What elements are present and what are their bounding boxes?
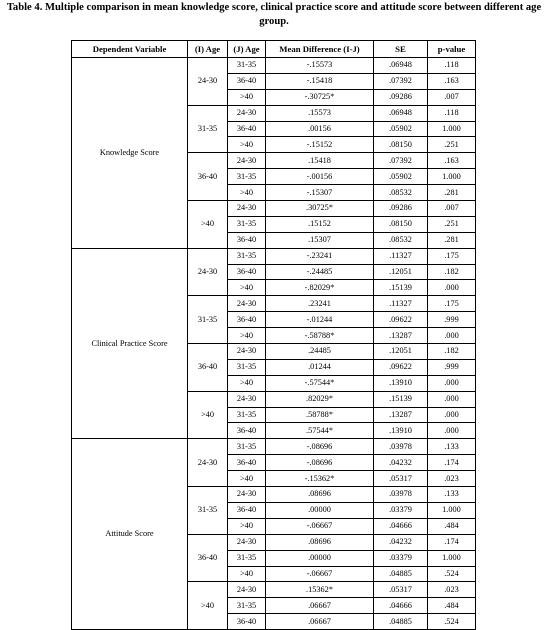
- header-dependent-variable: Dependent Variable: [72, 41, 188, 58]
- header-j-age: (J) Age: [228, 41, 266, 58]
- j-age-cell: 24-30: [228, 201, 266, 217]
- multiple-comparison-table: [71, 40, 476, 630]
- mean-difference-cell: -.15362*: [266, 471, 374, 487]
- p-value-cell: .000: [428, 280, 476, 296]
- p-value-cell: .999: [428, 312, 476, 328]
- mean-difference-cell: .06667: [266, 598, 374, 614]
- j-age-cell: 24-30: [228, 534, 266, 550]
- se-cell: .03379: [374, 502, 428, 518]
- j-age-cell: >40: [228, 137, 266, 153]
- j-age-cell: 36-40: [228, 121, 266, 137]
- j-age-cell: 24-30: [228, 391, 266, 407]
- j-age-cell: 36-40: [228, 232, 266, 248]
- se-cell: .03379: [374, 550, 428, 566]
- j-age-cell: 24-30: [228, 153, 266, 169]
- se-cell: .04885: [374, 566, 428, 582]
- p-value-cell: 1.000: [428, 502, 476, 518]
- dependent-variable-cell: Clinical Practice Score: [72, 248, 188, 439]
- j-age-cell: 31-35: [228, 550, 266, 566]
- table-caption: Table 4. Multiple comparison in mean knowledge score, clinical practice score and attitude score between different age group.: [6, 2, 542, 27]
- se-cell: .08532: [374, 185, 428, 201]
- p-value-cell: .175: [428, 248, 476, 264]
- mean-difference-cell: -.57544*: [266, 375, 374, 391]
- mean-difference-cell: .08696: [266, 534, 374, 550]
- j-age-cell: 24-30: [228, 582, 266, 598]
- se-cell: .15139: [374, 391, 428, 407]
- i-age-cell: >40: [188, 582, 228, 630]
- mean-difference-cell: -.08696: [266, 455, 374, 471]
- j-age-cell: 24-30: [228, 487, 266, 503]
- p-value-cell: .524: [428, 614, 476, 630]
- j-age-cell: 24-30: [228, 344, 266, 360]
- se-cell: .08150: [374, 216, 428, 232]
- se-cell: .08532: [374, 232, 428, 248]
- se-cell: .04666: [374, 598, 428, 614]
- j-age-cell: >40: [228, 566, 266, 582]
- mean-difference-cell: -.82029*: [266, 280, 374, 296]
- p-value-cell: .007: [428, 89, 476, 105]
- p-value-cell: .000: [428, 423, 476, 439]
- mean-difference-cell: .06667: [266, 614, 374, 630]
- header-i-age: (I) Age: [188, 41, 228, 58]
- j-age-cell: >40: [228, 518, 266, 534]
- p-value-cell: .182: [428, 344, 476, 360]
- se-cell: .06948: [374, 105, 428, 121]
- se-cell: .11327: [374, 248, 428, 264]
- se-cell: .12051: [374, 344, 428, 360]
- j-age-cell: 31-35: [228, 248, 266, 264]
- se-cell: .05902: [374, 121, 428, 137]
- mean-difference-cell: .23241: [266, 296, 374, 312]
- se-cell: .07392: [374, 153, 428, 169]
- mean-difference-cell: -.30725*: [266, 89, 374, 105]
- j-age-cell: 36-40: [228, 73, 266, 89]
- se-cell: .04666: [374, 518, 428, 534]
- p-value-cell: 1.000: [428, 121, 476, 137]
- i-age-cell: 31-35: [188, 105, 228, 153]
- mean-difference-cell: .00000: [266, 550, 374, 566]
- mean-difference-cell: .57544*: [266, 423, 374, 439]
- j-age-cell: 31-35: [228, 58, 266, 74]
- j-age-cell: 31-35: [228, 169, 266, 185]
- p-value-cell: 1.000: [428, 169, 476, 185]
- se-cell: .13287: [374, 407, 428, 423]
- mean-difference-cell: -.06667: [266, 566, 374, 582]
- se-cell: .04885: [374, 614, 428, 630]
- mean-difference-cell: .15362*: [266, 582, 374, 598]
- j-age-cell: 36-40: [228, 455, 266, 471]
- i-age-cell: >40: [188, 391, 228, 439]
- mean-difference-cell: -.08696: [266, 439, 374, 455]
- mean-difference-cell: .58788*: [266, 407, 374, 423]
- j-age-cell: 31-35: [228, 598, 266, 614]
- j-age-cell: 24-30: [228, 105, 266, 121]
- se-cell: .07392: [374, 73, 428, 89]
- p-value-cell: .174: [428, 534, 476, 550]
- p-value-cell: .524: [428, 566, 476, 582]
- se-cell: .12051: [374, 264, 428, 280]
- se-cell: .04232: [374, 534, 428, 550]
- j-age-cell: 36-40: [228, 614, 266, 630]
- p-value-cell: .251: [428, 216, 476, 232]
- header-p-value: p-value: [428, 41, 476, 58]
- p-value-cell: .281: [428, 185, 476, 201]
- j-age-cell: 36-40: [228, 264, 266, 280]
- se-cell: .05317: [374, 582, 428, 598]
- mean-difference-cell: -.15152: [266, 137, 374, 153]
- se-cell: .09622: [374, 312, 428, 328]
- se-cell: .03978: [374, 487, 428, 503]
- header-row: [72, 41, 476, 58]
- i-age-cell: >40: [188, 201, 228, 249]
- p-value-cell: .175: [428, 296, 476, 312]
- mean-difference-cell: -.24485: [266, 264, 374, 280]
- mean-difference-cell: .08696: [266, 487, 374, 503]
- mean-difference-cell: .15152: [266, 216, 374, 232]
- se-cell: .03978: [374, 439, 428, 455]
- mean-difference-cell: .15418: [266, 153, 374, 169]
- se-cell: .13910: [374, 423, 428, 439]
- mean-difference-cell: -.01244: [266, 312, 374, 328]
- se-cell: .11327: [374, 296, 428, 312]
- j-age-cell: 36-40: [228, 312, 266, 328]
- i-age-cell: 31-35: [188, 487, 228, 535]
- p-value-cell: .000: [428, 375, 476, 391]
- p-value-cell: .163: [428, 153, 476, 169]
- se-cell: .09286: [374, 89, 428, 105]
- j-age-cell: 31-35: [228, 439, 266, 455]
- p-value-cell: .000: [428, 391, 476, 407]
- j-age-cell: 36-40: [228, 502, 266, 518]
- p-value-cell: .133: [428, 439, 476, 455]
- j-age-cell: >40: [228, 280, 266, 296]
- i-age-cell: 36-40: [188, 153, 228, 201]
- se-cell: .05317: [374, 471, 428, 487]
- se-cell: .08150: [374, 137, 428, 153]
- i-age-cell: 24-30: [188, 58, 228, 106]
- dependent-variable-cell: Attitude Score: [72, 439, 188, 630]
- table-row: [72, 248, 476, 264]
- mean-difference-cell: -.06667: [266, 518, 374, 534]
- mean-difference-cell: .15307: [266, 232, 374, 248]
- se-cell: .15139: [374, 280, 428, 296]
- j-age-cell: 31-35: [228, 216, 266, 232]
- mean-difference-cell: .24485: [266, 344, 374, 360]
- p-value-cell: .174: [428, 455, 476, 471]
- p-value-cell: .484: [428, 518, 476, 534]
- j-age-cell: >40: [228, 375, 266, 391]
- mean-difference-cell: .01244: [266, 359, 374, 375]
- mean-difference-cell: -.15307: [266, 185, 374, 201]
- mean-difference-cell: -.58788*: [266, 328, 374, 344]
- j-age-cell: 24-30: [228, 296, 266, 312]
- p-value-cell: 1.000: [428, 550, 476, 566]
- p-value-cell: .163: [428, 73, 476, 89]
- dependent-variable-cell: Knowledge Score: [72, 58, 188, 249]
- p-value-cell: .118: [428, 105, 476, 121]
- mean-difference-cell: -.23241: [266, 248, 374, 264]
- se-cell: .06948: [374, 58, 428, 74]
- p-value-cell: .000: [428, 328, 476, 344]
- p-value-cell: .484: [428, 598, 476, 614]
- p-value-cell: .182: [428, 264, 476, 280]
- mean-difference-cell: -.15418: [266, 73, 374, 89]
- se-cell: .13287: [374, 328, 428, 344]
- header-se: SE: [374, 41, 428, 58]
- mean-difference-cell: -.00156: [266, 169, 374, 185]
- p-value-cell: .999: [428, 359, 476, 375]
- i-age-cell: 31-35: [188, 296, 228, 344]
- se-cell: .04232: [374, 455, 428, 471]
- p-value-cell: .007: [428, 201, 476, 217]
- se-cell: .09622: [374, 359, 428, 375]
- se-cell: .05902: [374, 169, 428, 185]
- p-value-cell: .118: [428, 58, 476, 74]
- p-value-cell: .281: [428, 232, 476, 248]
- p-value-cell: .023: [428, 582, 476, 598]
- mean-difference-cell: .15573: [266, 105, 374, 121]
- header-mean-difference: Mean Difference (I-J): [266, 41, 374, 58]
- se-cell: .13910: [374, 375, 428, 391]
- mean-difference-cell: .82029*: [266, 391, 374, 407]
- i-age-cell: 36-40: [188, 344, 228, 392]
- j-age-cell: >40: [228, 185, 266, 201]
- mean-difference-cell: .00000: [266, 502, 374, 518]
- mean-difference-cell: .30725*: [266, 201, 374, 217]
- j-age-cell: >40: [228, 328, 266, 344]
- p-value-cell: .000: [428, 407, 476, 423]
- j-age-cell: >40: [228, 471, 266, 487]
- j-age-cell: >40: [228, 89, 266, 105]
- mean-difference-cell: .00156: [266, 121, 374, 137]
- j-age-cell: 31-35: [228, 407, 266, 423]
- i-age-cell: 36-40: [188, 534, 228, 582]
- table-row: [72, 58, 476, 74]
- p-value-cell: .251: [428, 137, 476, 153]
- p-value-cell: .023: [428, 471, 476, 487]
- table-row: [72, 439, 476, 455]
- table-body: [72, 58, 476, 630]
- i-age-cell: 24-30: [188, 439, 228, 487]
- p-value-cell: .133: [428, 487, 476, 503]
- j-age-cell: 36-40: [228, 423, 266, 439]
- j-age-cell: 31-35: [228, 359, 266, 375]
- se-cell: .09286: [374, 201, 428, 217]
- mean-difference-cell: -.15573: [266, 58, 374, 74]
- i-age-cell: 24-30: [188, 248, 228, 296]
